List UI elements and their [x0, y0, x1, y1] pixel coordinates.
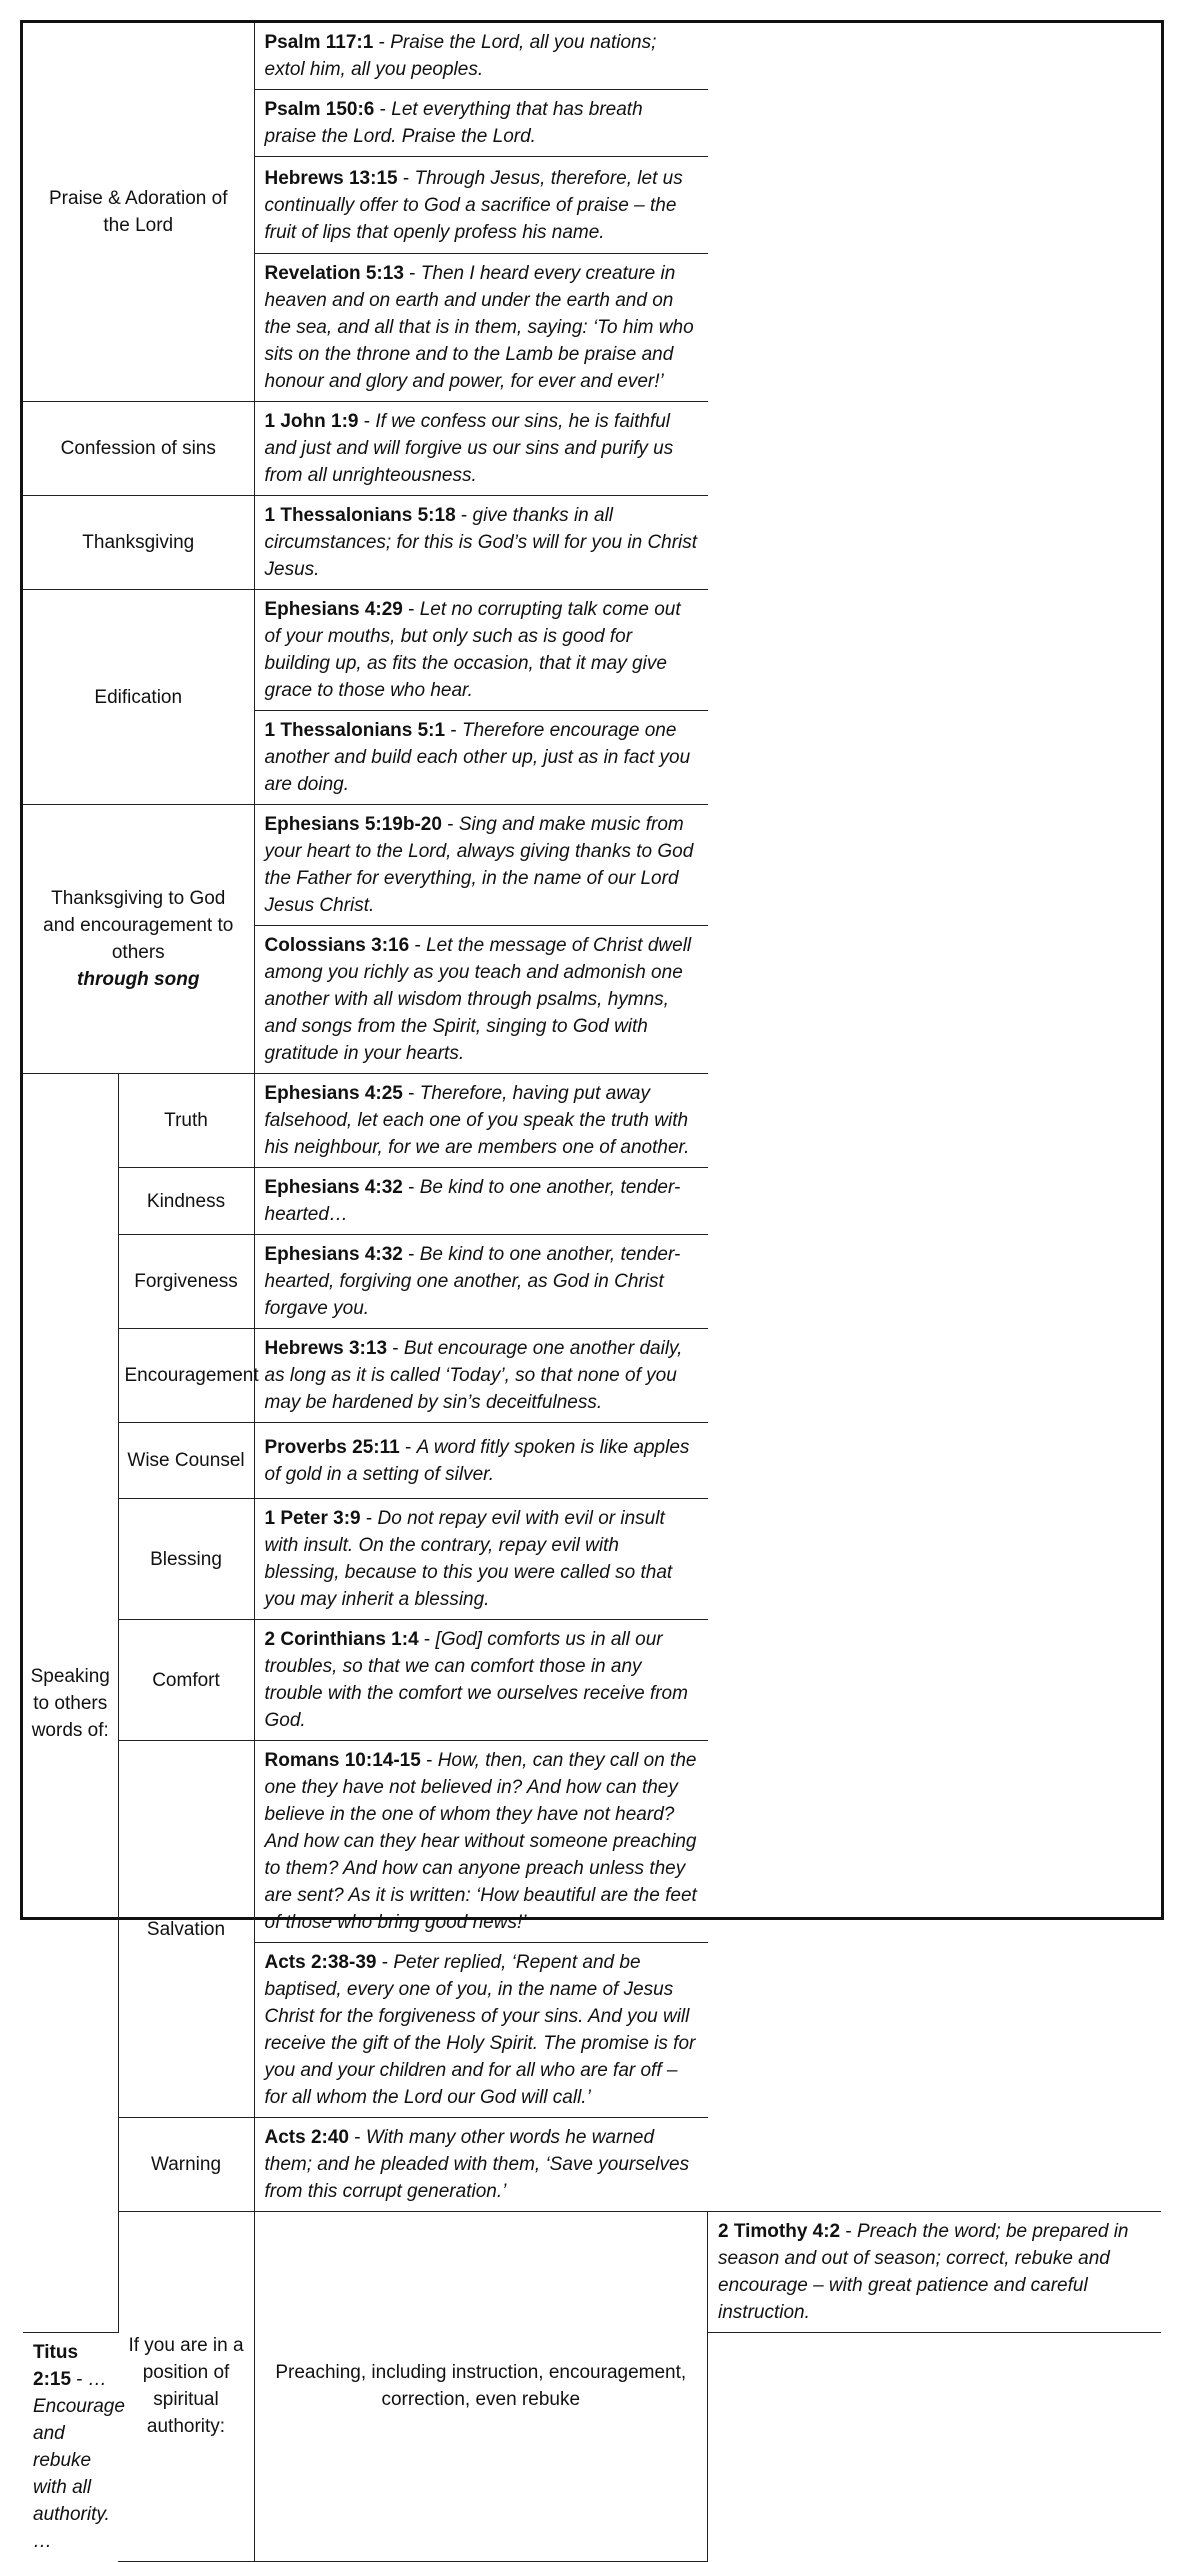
- subcategory-salvation: Salvation: [118, 1741, 254, 2118]
- verse-ref: 1 Peter 3:9: [264, 1508, 361, 1529]
- subcategory-preaching: Preaching, including instruction, encouragement, correction, even rebuke: [254, 2212, 708, 2562]
- verse-cell: Titus 2:15 - … Encourage and rebuke with all authority. …: [23, 2333, 118, 2562]
- table-row: [23, 1168, 1161, 1235]
- verse-text: How, then, can they call on the one they have not believed in? And how can they believe in the one of whom they have not heard? And how can they hear without someone preaching to them? And how can anyone preach unless they are sent? As it is written: ‘How beautiful are the feet of those who bring good news!’: [264, 1750, 697, 1933]
- verse-ref: Acts 2:38-39: [264, 1952, 377, 1973]
- verse-ref: Ephesians 4:32: [264, 1177, 403, 1198]
- subcategory-forgiveness: Forgiveness: [118, 1235, 254, 1329]
- verse-ref: 1 John 1:9: [264, 411, 359, 432]
- verse-ref: Ephesians 4:25: [264, 1083, 403, 1104]
- verse-ref: Hebrews 3:13: [264, 1338, 388, 1359]
- table-row: [23, 590, 1161, 711]
- verse-cell: Acts 2:38-39 - Peter replied, ‘Repent and be baptised, every one of you, in the name of Jesus Christ for the forgiveness of your sins. And you will receive the gift of the Holy Spirit. The promise is for you and your children and for all who are far off – for all whom the Lord our God will call.’: [254, 1943, 708, 2118]
- verse-text: If we confess our sins, he is faithful and just and will forgive us our sins and purify us from all unrighteousness.: [264, 411, 674, 486]
- category-emphasis: through song: [77, 969, 200, 990]
- subcategory-kindness: Kindness: [118, 1168, 254, 1235]
- verse-cell: Psalm 150:6 - Let everything that has breath praise the Lord. Praise the Lord.: [254, 90, 708, 157]
- verse-text: Then I heard every creature in heaven and on earth and under the earth and on the sea, and all that is in them, saying: ‘To him who sits on the throne and to the Lamb be praise and honour and glory and power, for ever and ever!’: [264, 263, 694, 392]
- subcategory-truth: Truth: [118, 1074, 254, 1168]
- verse-text: Do not repay evil with evil or insult with insult. On the contrary, repay evil with blessing, because to this you were called so that you may inherit a blessing.: [264, 1508, 673, 1610]
- subcategory-warning: Warning: [118, 2118, 254, 2212]
- verse-text: Peter replied, ‘Repent and be baptised, every one of you, in the name of Jesus Christ for the forgiveness of your sins. And you will receive the gift of the Holy Spirit. The promise is for you and your children and for all who are far off – for all whom the Lord our God will call.’: [264, 1952, 696, 2108]
- verse-text: Through Jesus, therefore, let us continually offer to God a sacrifice of praise – the fruit of lips that openly profess his name.: [264, 167, 683, 243]
- verse-ref: Titus 2:15: [33, 2342, 79, 2390]
- subcategory-wise-counsel: Wise Counsel: [118, 1423, 254, 1499]
- table-row: [23, 1074, 1161, 1168]
- verse-text: Be kind to one another, tender-hearted, forgiving one another, as God in Christ forgave you.: [264, 1244, 681, 1319]
- verse-ref: Psalm 150:6: [264, 99, 375, 120]
- verse-cell: Romans 10:14-15 - How, then, can they call on the one they have not believed in? And how can they believe in the one of whom they have not heard? And how can they hear without someone preaching to them? And how can anyone preach unless they are sent? As it is written: ‘How beautiful are the feet of those who bring good news!’: [254, 1741, 708, 1943]
- category-confession: Confession of sins: [23, 402, 254, 496]
- verse-ref: Revelation 5:13: [264, 263, 404, 284]
- table-row: [23, 2118, 1161, 2212]
- verse-ref: Ephesians 4:29: [264, 599, 403, 620]
- table-row: [23, 1329, 1161, 1423]
- verse-cell: Hebrews 3:13 - But encourage one another daily, as long as it is called ‘Today’, so that none of you may be hardened by sin’s deceitfulness.: [254, 1329, 708, 1423]
- verse-text: Preach the word; be prepared in season and out of season; correct, rebuke and encourage – with great patience and careful instruction.: [718, 2221, 1129, 2323]
- verse-cell: 2 Corinthians 1:4 - [God] comforts us in all our troubles, so that we can comfort those in any trouble with the comfort we ourselves receive from God.: [254, 1620, 708, 1741]
- verse-ref: Colossians 3:16: [264, 935, 410, 956]
- table-row: [23, 1423, 1161, 1499]
- category-speaking: Speaking to others words of:: [23, 1074, 118, 2333]
- verse-text: [God] comforts us in all our troubles, so that we can comfort those in any trouble with the comfort we ourselves receive from God.: [264, 1629, 688, 1731]
- table-row: [23, 805, 1161, 926]
- verse-cell: Ephesians 4:32 - Be kind to one another, tender-hearted, forgiving one another, as God in Christ forgave you.: [254, 1235, 708, 1329]
- verse-text: give thanks in all circumstances; for this is God’s will for you in Christ Jesus.: [264, 505, 698, 580]
- verse-cell: 1 John 1:9 - If we confess our sins, he is faithful and just and will forgive us our sins and purify us from all unrighteousness.: [254, 402, 708, 496]
- verse-text: A word fitly spoken is like apples of gold in a setting of silver.: [264, 1436, 690, 1485]
- category-authority: If you are in a position of spiritual authority:: [118, 2212, 254, 2562]
- verse-cell: 1 Thessalonians 5:1 - Therefore encourage one another and build each other up, just as in fact you are doing.: [254, 711, 708, 805]
- verse-ref: Acts 2:40: [264, 2127, 349, 2148]
- verse-text: Let no corrupting talk come out of your mouths, but only such as is good for building up, as fits the occasion, that it may give grace to those who hear.: [264, 599, 681, 701]
- verse-ref: 2 Corinthians 1:4: [264, 1629, 419, 1650]
- verse-ref: 1 Thessalonians 5:18: [264, 505, 456, 526]
- table-row: [23, 1235, 1161, 1329]
- subcategory-blessing: Blessing: [118, 1499, 254, 1620]
- verse-ref: Ephesians 5:19b-20: [264, 814, 442, 835]
- verses-table-frame: [20, 20, 1164, 2552]
- category-praise: Praise & Adoration of the Lord: [23, 23, 254, 402]
- verse-ref: Proverbs 25:11: [264, 1436, 400, 1458]
- table-row: [23, 1741, 1161, 1943]
- verse-text: Let the message of Christ dwell among you richly as you teach and admonish one another with all wisdom through psalms, hymns, and songs from the Spirit, singing to God with gratitude in your hearts.: [264, 935, 692, 1064]
- subcategory-comfort: Comfort: [118, 1620, 254, 1741]
- verse-text: Praise the Lord, all you nations; extol him, all you peoples.: [264, 32, 657, 80]
- verse-cell: Ephesians 5:19b-20 - Sing and make music from your heart to the Lord, always giving thanks to God the Father for everything, in the name of our Lord Jesus Christ.: [254, 805, 708, 926]
- verse-cell: Ephesians 4:25 - Therefore, having put away falsehood, let each one of you speak the truth with his neighbour, for we are members one of another.: [254, 1074, 708, 1168]
- table-row: [23, 496, 1161, 590]
- verse-cell: Psalm 117:1 - Praise the Lord, all you nations; extol him, all you peoples.: [254, 23, 708, 90]
- verse-cell: 2 Timothy 4:2 - Preach the word; be prepared in season and out of season; correct, rebuke and encourage – with great patience and careful instruction.: [708, 2212, 1162, 2333]
- table-row: [23, 402, 1161, 496]
- verse-text: With many other words he warned them; and he pleaded with them, ‘Save yourselves from this corrupt generation.’: [264, 2127, 690, 2202]
- verse-cell: Ephesians 4:32 - Be kind to one another, tender-hearted…: [254, 1168, 708, 1235]
- verse-cell: 1 Peter 3:9 - Do not repay evil with evil or insult with insult. On the contrary, repay evil with blessing, because to this you were called so that you may inherit a blessing.: [254, 1499, 708, 1620]
- verse-cell: Proverbs 25:11 - A word fitly spoken is like apples of gold in a setting of silver.: [254, 1423, 708, 1499]
- verse-cell: Acts 2:40 - With many other words he warned them; and he pleaded with them, ‘Save yourselves from this corrupt generation.’: [254, 2118, 708, 2212]
- verse-text: … Encourage and rebuke with all authority. …: [33, 2369, 125, 2552]
- table-row: [23, 1620, 1161, 1741]
- category-thanksgiving: Thanksgiving: [23, 496, 254, 590]
- verse-cell: Revelation 5:13 - Then I heard every creature in heaven and on earth and under the earth and on the sea, and all that is in them, saying: ‘To him who sits on the throne and to the Lamb be praise and honour and glory and power, for ever and ever!’: [254, 254, 708, 402]
- verse-cell: Colossians 3:16 - Let the message of Christ dwell among you richly as you teach and admonish one another with all wisdom through psalms, hymns, and songs from the Spirit, singing to God with gratitude in your hearts.: [254, 926, 708, 1074]
- table-row: [23, 1499, 1161, 1620]
- verse-cell: 1 Thessalonians 5:18 - give thanks in all circumstances; for this is God’s will for you in Christ Jesus.: [254, 496, 708, 590]
- verse-ref: Ephesians 4:32: [264, 1244, 403, 1265]
- subcategory-encouragement: Encouragement: [118, 1329, 254, 1423]
- verse-text: Therefore encourage one another and build each other up, just as in fact you are doing.: [264, 720, 691, 795]
- table-row: [23, 23, 1161, 90]
- table-row: [23, 2212, 1161, 2333]
- verse-text: Be kind to one another, tender-hearted…: [264, 1177, 681, 1225]
- verse-text: But encourage one another daily, as long as it is called ‘Today’, so that none of you may be hardened by sin’s deceitfulness.: [264, 1338, 683, 1413]
- verse-ref: Hebrews 13:15: [264, 167, 398, 189]
- verse-text: Let everything that has breath praise the Lord. Praise the Lord.: [264, 99, 643, 147]
- category-song: Thanksgiving to God and encouragement to others through song: [23, 805, 254, 1074]
- verse-cell: Hebrews 13:15 - Through Jesus, therefore, let us continually offer to God a sacrifice of praise – the fruit of lips that openly profess his name.: [254, 157, 708, 254]
- verses-table: [23, 23, 1161, 2562]
- verse-text: Sing and make music from your heart to the Lord, always giving thanks to God the Father for everything, in the name of our Lord Jesus Christ.: [264, 814, 694, 916]
- verse-ref: Romans 10:14-15: [264, 1750, 421, 1771]
- verse-ref: Psalm 117:1: [264, 32, 374, 53]
- verse-text: Therefore, having put away falsehood, let each one of you speak the truth with his neighbour, for we are members one of another.: [264, 1083, 690, 1158]
- verse-cell: Ephesians 4:29 - Let no corrupting talk come out of your mouths, but only such as is good for building up, as fits the occasion, that it may give grace to those who hear.: [254, 590, 708, 711]
- category-edification: Edification: [23, 590, 254, 805]
- verse-ref: 1 Thessalonians 5:1: [264, 720, 446, 741]
- verse-ref: 2 Timothy 4:2: [718, 2221, 841, 2242]
